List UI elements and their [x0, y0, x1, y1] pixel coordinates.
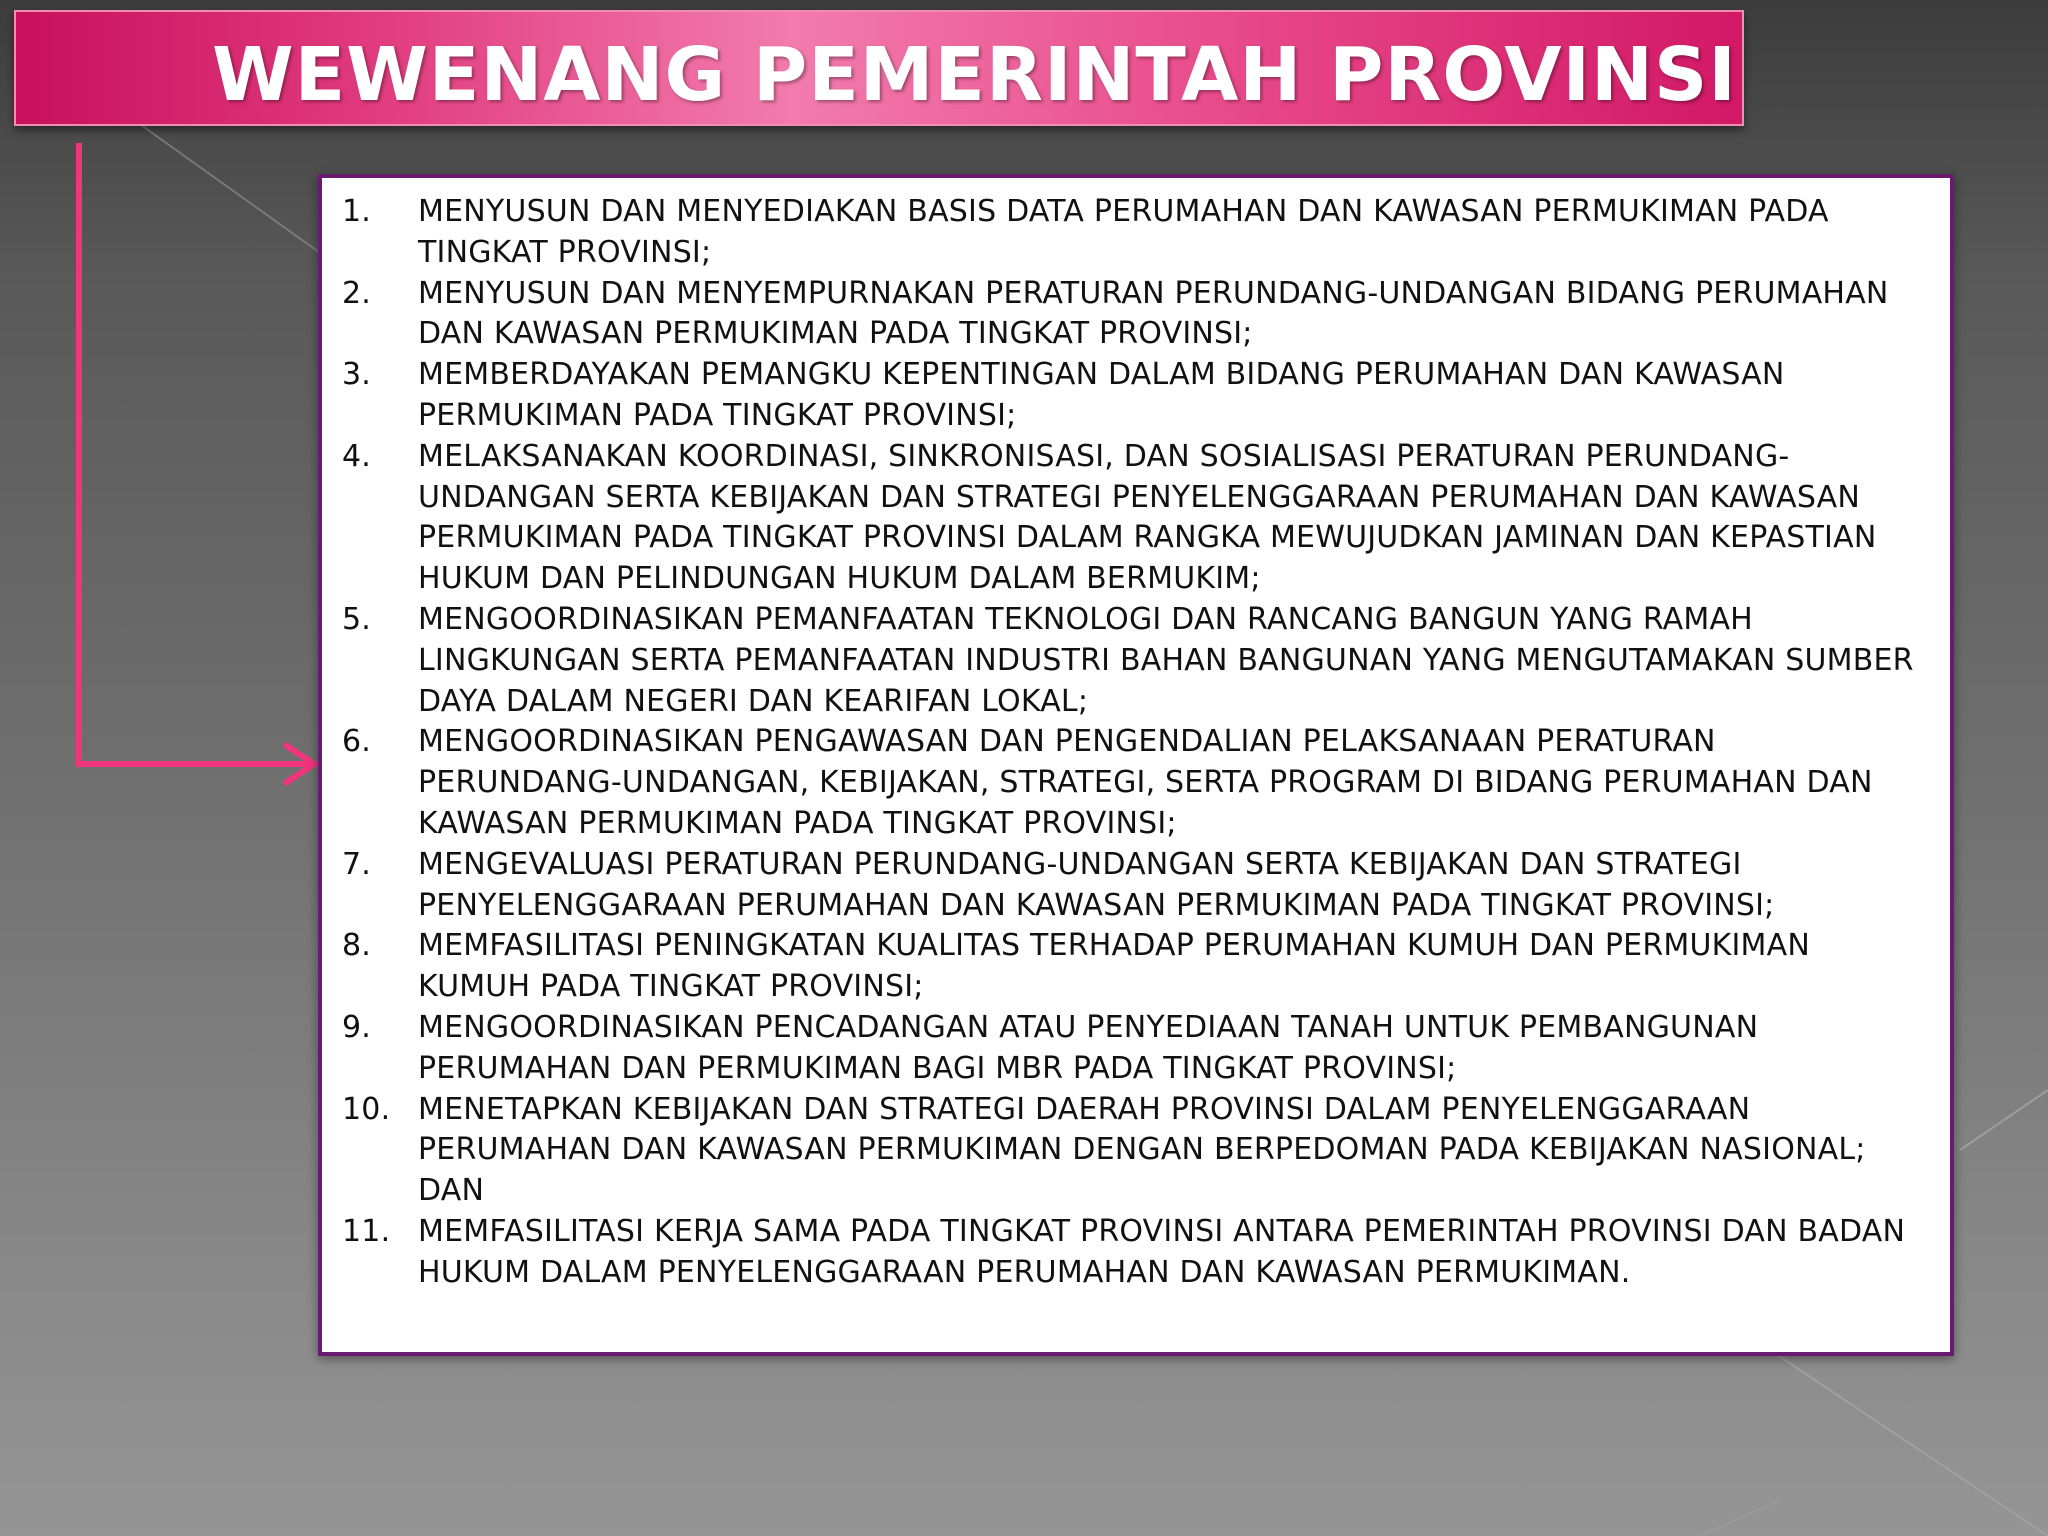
- item-text: MENYUSUN DAN MENYEDIAKAN BASIS DATA PERUMAHAN DAN KAWASAN PERMUKIMAN PADA TINGKAT PROVINSI;: [418, 194, 1829, 270]
- authority-list: [322, 178, 1950, 1294]
- item-number: 11.: [342, 1213, 391, 1249]
- list-item: [342, 192, 1926, 274]
- list-item: [342, 437, 1926, 600]
- item-number: 3.: [342, 357, 372, 393]
- item-text: MENETAPKAN KEBIJAKAN DAN STRATEGI DAERAH PROVINSI DALAM PENYELENGGARAAN PERUMAHAN DAN KAWASAN PERMUKIMAN DENGAN BERPEDOMAN PADA KEBIJAKAN NASIONAL; DAN: [418, 1091, 1866, 1209]
- list-item: [342, 722, 1926, 844]
- item-number: 2.: [342, 275, 372, 311]
- item-text: MEMBERDAYAKAN PEMANGKU KEPENTINGAN DALAM BIDANG PERUMAHAN DAN KAWASAN PERMUKIMAN PADA TINGKAT PROVINSI;: [418, 357, 1785, 433]
- item-number: 7.: [342, 846, 372, 882]
- slide-title: WEWENANG PEMERINTAH PROVINSI: [212, 32, 1737, 118]
- item-text: MENGEVALUASI PERATURAN PERUNDANG-UNDANGAN SERTA KEBIJAKAN DAN STRATEGI PENYELENGGARAAN PERUMAHAN DAN KAWASAN PERMUKIMAN PADA TINGKAT PROVINSI;: [418, 846, 1775, 923]
- item-number: 1.: [342, 194, 372, 229]
- item-number: 9.: [342, 1009, 372, 1045]
- item-number: 10.: [342, 1091, 391, 1127]
- connector-arrow-icon: [0, 0, 340, 820]
- item-number: 8.: [342, 928, 372, 964]
- item-text: MENYUSUN DAN MENYEMPURNAKAN PERATURAN PERUNDANG-UNDANGAN BIDANG PERUMAHAN DAN KAWASAN PERMUKIMAN PADA TINGKAT PROVINSI;: [418, 275, 1889, 352]
- item-text: MENGOORDINASIKAN PENGAWASAN DAN PENGENDALIAN PELAKSANAAN PERATURAN PERUNDANG-UNDANGAN, KEBIJAKAN, STRATEGI, SERTA PROGRAM DI BIDANG PERUMAHAN DAN KAWASAN PERMUKIMAN PADA TINGKAT PROVINSI;: [418, 724, 1873, 841]
- item-text: MEMFASILITASI PENINGKATAN KUALITAS TERHADAP PERUMAHAN KUMUH DAN PERMUKIMAN KUMUH PADA TINGKAT PROVINSI;: [418, 928, 1810, 1005]
- list-item: [342, 926, 1926, 1008]
- item-text: MENGOORDINASIKAN PENCADANGAN ATAU PENYEDIAAN TANAH UNTUK PEMBANGUNAN PERUMAHAN DAN PERMUKIMAN BAGI MBR PADA TINGKAT PROVINSI;: [418, 1009, 1759, 1086]
- item-text: MELAKSANAKAN KOORDINASI, SINKRONISASI, DAN SOSIALISASI PERATURAN PERUNDANG-UNDANGAN SERTA KEBIJAKAN DAN STRATEGI PENYELENGGARAAN PERUMAHAN DAN KAWASAN PERMUKIMAN PADA TINGKAT PROVINSI DALAM RANGKA MEWUJUDKAN JAMINAN DAN KEPASTIAN HUKUM DAN PELINDUNGAN HUKUM DALAM BERMUKIM;: [418, 438, 1877, 597]
- item-number: 6.: [342, 724, 372, 760]
- item-text: MENGOORDINASIKAN PEMANFAATAN TEKNOLOGI DAN RANCANG BANGUN YANG RAMAH LINGKUNGAN SERTA PEMANFAATAN INDUSTRI BAHAN BANGUNAN YANG MENGUTAMAKAN SUMBER DAYA DALAM NEGERI DAN KEARIFAN LOKAL;: [418, 601, 1914, 719]
- item-number: 5.: [342, 601, 372, 637]
- list-item: [342, 600, 1926, 722]
- content-box: [318, 174, 1954, 1356]
- list-item: [342, 274, 1926, 356]
- list-item: [342, 1212, 1926, 1294]
- list-item: [342, 1008, 1926, 1090]
- list-item: [342, 845, 1926, 927]
- list-item: [342, 1090, 1926, 1212]
- list-item: [342, 355, 1926, 437]
- item-number: 4.: [342, 438, 372, 474]
- item-text: MEMFASILITASI KERJA SAMA PADA TINGKAT PROVINSI ANTARA PEMERINTAH PROVINSI DAN BADAN HUKUM DALAM PENYELENGGARAAN PERUMAHAN DAN KAWASAN PERMUKIMAN.: [418, 1213, 1906, 1290]
